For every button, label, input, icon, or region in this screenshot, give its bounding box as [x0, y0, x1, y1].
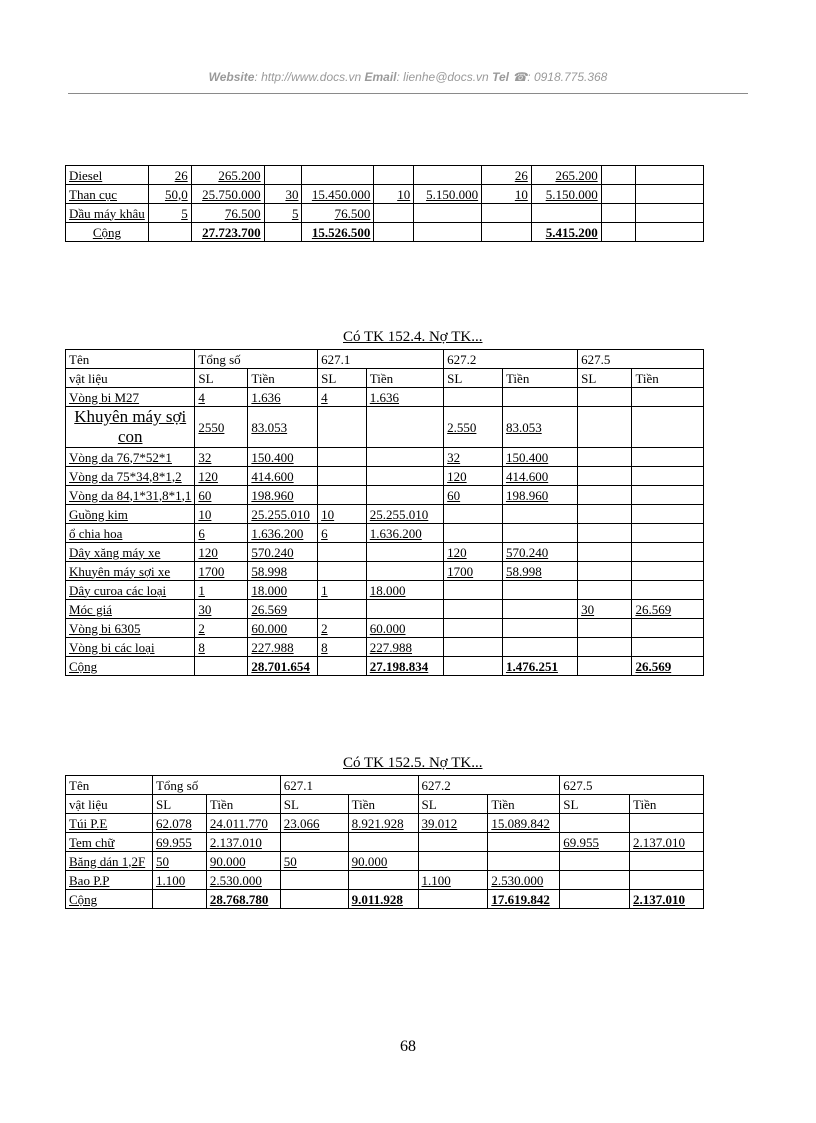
material-name-cell: Diesel — [66, 166, 149, 185]
value-cell: 1 — [318, 581, 367, 600]
value-cell: 23.066 — [280, 814, 348, 833]
material-name-cell: Tem chữ — [66, 833, 153, 852]
table3-subhead-cell: SL — [152, 795, 206, 814]
value-cell: 28.701.654 — [248, 657, 318, 676]
value-cell: 2550 — [195, 407, 248, 448]
value-cell: 15.526.500 — [302, 223, 374, 242]
value-cell: 18.000 — [366, 581, 443, 600]
value-cell: 69.955 — [560, 833, 630, 852]
value-cell — [632, 486, 704, 505]
material-name-cell: Vòng bi các loại — [66, 638, 195, 657]
value-cell: 50,0 — [148, 185, 191, 204]
material-name-cell: Vòng bi 6305 — [66, 619, 195, 638]
value-cell — [502, 524, 577, 543]
value-cell — [632, 388, 704, 407]
table-row — [66, 833, 704, 852]
value-cell: 25.750.000 — [191, 185, 264, 204]
value-cell — [418, 890, 488, 909]
value-cell — [578, 562, 632, 581]
value-cell: 2.530.000 — [206, 871, 280, 890]
value-cell — [502, 505, 577, 524]
value-cell — [366, 448, 443, 467]
value-cell: 414.600 — [502, 467, 577, 486]
value-cell — [444, 524, 503, 543]
fuel-table — [65, 165, 704, 242]
value-cell: 60 — [444, 486, 503, 505]
value-cell: 6 — [195, 524, 248, 543]
table2-subhead-cell: SL — [578, 369, 632, 388]
value-cell: 120 — [444, 543, 503, 562]
value-cell — [366, 562, 443, 581]
value-cell — [348, 871, 418, 890]
table-row — [66, 814, 704, 833]
material-name-cell: Băng dán 1,2F — [66, 852, 153, 871]
value-cell: 27.198.834 — [366, 657, 443, 676]
value-cell — [560, 852, 630, 871]
value-cell: 15.089.842 — [488, 814, 560, 833]
value-cell: 25.255.010 — [366, 505, 443, 524]
value-cell — [601, 166, 636, 185]
value-cell: 60.000 — [248, 619, 318, 638]
value-cell: 2.137.010 — [630, 890, 704, 909]
table2-caption: Có TK 152.4. Nợ TK... — [343, 329, 483, 345]
value-cell — [414, 166, 482, 185]
value-cell — [578, 619, 632, 638]
value-cell: 120 — [444, 467, 503, 486]
value-cell — [531, 204, 601, 223]
value-cell: 414.600 — [248, 467, 318, 486]
value-cell: 150.400 — [502, 448, 577, 467]
value-cell: 2 — [195, 619, 248, 638]
value-cell: 26.569 — [632, 657, 704, 676]
tel-value: : 0918.775.368 — [527, 70, 608, 84]
value-cell — [578, 524, 632, 543]
value-cell — [366, 543, 443, 562]
value-cell — [280, 871, 348, 890]
value-cell — [488, 852, 560, 871]
value-cell — [632, 562, 704, 581]
table3-subhead-cell: Tiền — [630, 795, 704, 814]
value-cell: 10 — [482, 185, 532, 204]
value-cell: 90.000 — [348, 852, 418, 871]
value-cell: 50 — [152, 852, 206, 871]
value-cell: 2.137.010 — [630, 833, 704, 852]
page-header — [0, 70, 816, 84]
table2-head-6275: 627.5 — [578, 350, 704, 369]
value-cell: 5.150.000 — [531, 185, 601, 204]
table-row — [66, 524, 704, 543]
table-row — [66, 388, 704, 407]
value-cell: 4 — [318, 388, 367, 407]
value-cell — [578, 657, 632, 676]
table3-subhead-cell: SL — [560, 795, 630, 814]
table2-subhead-cell: Tiền — [248, 369, 318, 388]
value-cell: 227.988 — [366, 638, 443, 657]
value-cell: 27.723.700 — [191, 223, 264, 242]
material-name-cell: Guồng kim — [66, 505, 195, 524]
table3-head-6272: 627.2 — [418, 776, 560, 795]
value-cell: 8 — [195, 638, 248, 657]
value-cell: 62.078 — [152, 814, 206, 833]
value-cell: 120 — [195, 543, 248, 562]
value-cell — [502, 388, 577, 407]
value-cell: 10 — [374, 185, 414, 204]
table2-subhead-cell: Tiền — [632, 369, 704, 388]
value-cell: 8.921.928 — [348, 814, 418, 833]
table-row — [66, 486, 704, 505]
value-cell: 2.137.010 — [206, 833, 280, 852]
value-cell — [560, 871, 630, 890]
table2-head-6272: 627.2 — [444, 350, 578, 369]
value-cell — [560, 890, 630, 909]
value-cell — [444, 619, 503, 638]
value-cell — [318, 467, 367, 486]
value-cell — [280, 890, 348, 909]
value-cell: 60.000 — [366, 619, 443, 638]
value-cell — [578, 388, 632, 407]
table-row — [66, 638, 704, 657]
value-cell — [578, 543, 632, 562]
value-cell: 32 — [195, 448, 248, 467]
table3-subhead-cell: SL — [280, 795, 348, 814]
table-row — [66, 407, 704, 448]
value-cell: 198.960 — [248, 486, 318, 505]
value-cell: 1.100 — [152, 871, 206, 890]
phone-icon: ☎ — [512, 70, 528, 84]
table-row — [66, 505, 704, 524]
material-name-cell: Cộng — [66, 657, 195, 676]
value-cell — [636, 204, 704, 223]
table2-subhead-cell: vật liệu — [66, 369, 195, 388]
value-cell: 26 — [482, 166, 532, 185]
value-cell — [318, 448, 367, 467]
value-cell — [418, 833, 488, 852]
value-cell — [148, 223, 191, 242]
table3-head-total: Tổng số — [152, 776, 280, 795]
value-cell — [601, 223, 636, 242]
value-cell: 265.200 — [531, 166, 601, 185]
value-cell: 26.569 — [248, 600, 318, 619]
value-cell — [578, 407, 632, 448]
table3-subhead-cell: Tiền — [488, 795, 560, 814]
value-cell — [502, 600, 577, 619]
table2-head-total: Tổng số — [195, 350, 318, 369]
website-value: : http://www.docs.vn — [254, 70, 362, 84]
table2-subhead-cell: SL — [195, 369, 248, 388]
value-cell: 4 — [195, 388, 248, 407]
value-cell: 2.530.000 — [488, 871, 560, 890]
table2-subhead-cell: SL — [318, 369, 367, 388]
value-cell: 120 — [195, 467, 248, 486]
header-rule — [68, 93, 748, 94]
value-cell: 1.476.251 — [502, 657, 577, 676]
table-row — [66, 890, 704, 909]
table-row — [66, 185, 704, 204]
value-cell: 1700 — [444, 562, 503, 581]
value-cell: 1.636 — [248, 388, 318, 407]
material-name-cell: Cộng — [66, 223, 149, 242]
value-cell: 1.636.200 — [248, 524, 318, 543]
value-cell — [318, 407, 367, 448]
value-cell — [318, 600, 367, 619]
tel-label: Tel — [492, 70, 509, 84]
table-row — [66, 467, 704, 486]
value-cell — [636, 223, 704, 242]
value-cell — [560, 814, 630, 833]
value-cell: 60 — [195, 486, 248, 505]
material-name-cell: Vòng da 76,7*52*1 — [66, 448, 195, 467]
value-cell — [302, 166, 374, 185]
email-label: Email — [364, 70, 397, 84]
value-cell — [601, 204, 636, 223]
value-cell — [632, 581, 704, 600]
value-cell: 18.000 — [248, 581, 318, 600]
value-cell: 1.636.200 — [366, 524, 443, 543]
table-row — [66, 581, 704, 600]
value-cell: 10 — [318, 505, 367, 524]
value-cell — [444, 600, 503, 619]
table3-head-6271: 627.1 — [280, 776, 418, 795]
value-cell: 5.150.000 — [414, 185, 482, 204]
value-cell — [374, 204, 414, 223]
value-cell — [578, 448, 632, 467]
value-cell: 1.636 — [366, 388, 443, 407]
value-cell — [632, 467, 704, 486]
value-cell: 265.200 — [191, 166, 264, 185]
value-cell: 198.960 — [502, 486, 577, 505]
value-cell: 570.240 — [502, 543, 577, 562]
table-row — [66, 562, 704, 581]
value-cell — [632, 543, 704, 562]
value-cell: 76.500 — [302, 204, 374, 223]
value-cell: 25.255.010 — [248, 505, 318, 524]
value-cell — [414, 223, 482, 242]
value-cell: 69.955 — [152, 833, 206, 852]
value-cell: 8 — [318, 638, 367, 657]
value-cell — [414, 204, 482, 223]
value-cell: 32 — [444, 448, 503, 467]
table-row — [66, 543, 704, 562]
value-cell — [264, 223, 302, 242]
value-cell — [632, 619, 704, 638]
value-cell: 76.500 — [191, 204, 264, 223]
material-name-cell: Móc giá — [66, 600, 195, 619]
material-name-cell: Túi P.E — [66, 814, 153, 833]
value-cell — [578, 638, 632, 657]
value-cell — [374, 166, 414, 185]
value-cell: 5 — [264, 204, 302, 223]
value-cell — [374, 223, 414, 242]
value-cell — [444, 638, 503, 657]
table3-caption: Có TK 152.5. Nợ TK... — [343, 755, 483, 771]
value-cell: 24.011.770 — [206, 814, 280, 833]
table3-subhead-cell: vật liệu — [66, 795, 153, 814]
value-cell: 30 — [195, 600, 248, 619]
value-cell: 26.569 — [632, 600, 704, 619]
value-cell: 83.053 — [502, 407, 577, 448]
value-cell — [502, 638, 577, 657]
value-cell — [348, 833, 418, 852]
material-name-cell: Vòng da 75*34,8*1,2 — [66, 467, 195, 486]
value-cell — [632, 448, 704, 467]
email-value: : lienhe@docs.vn — [396, 70, 489, 84]
value-cell: 5.415.200 — [531, 223, 601, 242]
material-name-cell: ổ chia hoa — [66, 524, 195, 543]
value-cell: 1 — [195, 581, 248, 600]
value-cell — [444, 388, 503, 407]
page-number: 68 — [400, 1038, 416, 1055]
value-cell: 5 — [148, 204, 191, 223]
value-cell — [630, 871, 704, 890]
value-cell — [444, 657, 503, 676]
value-cell — [195, 657, 248, 676]
value-cell: 9.011.928 — [348, 890, 418, 909]
value-cell: 1.100 — [418, 871, 488, 890]
website-label: Website — [208, 70, 255, 84]
table3-subhead-cell: SL — [418, 795, 488, 814]
value-cell — [366, 600, 443, 619]
value-cell — [318, 657, 367, 676]
value-cell — [632, 524, 704, 543]
table-row — [66, 852, 704, 871]
table-row — [66, 657, 704, 676]
value-cell — [366, 407, 443, 448]
value-cell: 26 — [148, 166, 191, 185]
table-row — [66, 871, 704, 890]
value-cell — [366, 467, 443, 486]
material-name-cell: Khuyên máy sợi con — [66, 407, 195, 448]
table-row — [66, 204, 704, 223]
table3-head-6275: 627.5 — [560, 776, 704, 795]
value-cell: 227.988 — [248, 638, 318, 657]
value-cell — [632, 505, 704, 524]
value-cell — [482, 204, 532, 223]
value-cell — [636, 166, 704, 185]
value-cell: 39.012 — [418, 814, 488, 833]
table2-head-6271: 627.1 — [318, 350, 444, 369]
table3-subhead-cell: Tiền — [348, 795, 418, 814]
value-cell: 28.768.780 — [206, 890, 280, 909]
table3-subhead-cell: Tiền — [206, 795, 280, 814]
value-cell — [502, 581, 577, 600]
value-cell — [152, 890, 206, 909]
value-cell — [318, 543, 367, 562]
materials-table-152-4 — [65, 349, 704, 676]
value-cell — [630, 852, 704, 871]
value-cell: 58.998 — [502, 562, 577, 581]
value-cell — [632, 407, 704, 448]
material-name-cell: Dây curoa các loại — [66, 581, 195, 600]
material-name-cell: Dầu máy khâu — [66, 204, 149, 223]
value-cell: 2.550 — [444, 407, 503, 448]
table-row — [66, 448, 704, 467]
table2-head-name: Tên — [66, 350, 195, 369]
table-row — [66, 223, 704, 242]
table-row — [66, 600, 704, 619]
value-cell — [578, 467, 632, 486]
value-cell: 30 — [578, 600, 632, 619]
value-cell — [444, 581, 503, 600]
value-cell: 90.000 — [206, 852, 280, 871]
value-cell: 6 — [318, 524, 367, 543]
value-cell — [418, 852, 488, 871]
value-cell — [578, 581, 632, 600]
material-name-cell: Khuyên máy sợi xe — [66, 562, 195, 581]
material-name-cell: Cộng — [66, 890, 153, 909]
value-cell — [636, 185, 704, 204]
material-name-cell: Dây xăng máy xe — [66, 543, 195, 562]
table-row — [66, 619, 704, 638]
table3-head-name: Tên — [66, 776, 153, 795]
value-cell — [318, 486, 367, 505]
material-name-cell: Bao P.P — [66, 871, 153, 890]
value-cell: 17.619.842 — [488, 890, 560, 909]
table2-subhead-cell: Tiền — [502, 369, 577, 388]
value-cell: 2 — [318, 619, 367, 638]
value-cell — [502, 619, 577, 638]
value-cell — [601, 185, 636, 204]
table-row — [66, 166, 704, 185]
value-cell — [578, 505, 632, 524]
value-cell — [578, 486, 632, 505]
value-cell: 1700 — [195, 562, 248, 581]
value-cell: 570.240 — [248, 543, 318, 562]
materials-table-152-5 — [65, 775, 704, 909]
value-cell: 50 — [280, 852, 348, 871]
value-cell — [444, 505, 503, 524]
value-cell — [488, 833, 560, 852]
value-cell: 58.998 — [248, 562, 318, 581]
value-cell — [264, 166, 302, 185]
value-cell — [366, 486, 443, 505]
value-cell — [632, 638, 704, 657]
material-name-cell: Vòng bi M27 — [66, 388, 195, 407]
value-cell: 83.053 — [248, 407, 318, 448]
value-cell: 30 — [264, 185, 302, 204]
material-name-cell: Than cục — [66, 185, 149, 204]
material-name-cell: Vòng da 84,1*31,8*1,1 — [66, 486, 195, 505]
value-cell: 150.400 — [248, 448, 318, 467]
value-cell — [318, 562, 367, 581]
value-cell — [482, 223, 532, 242]
table2-subhead-cell: Tiền — [366, 369, 443, 388]
value-cell — [630, 814, 704, 833]
value-cell — [280, 833, 348, 852]
value-cell: 10 — [195, 505, 248, 524]
value-cell: 15.450.000 — [302, 185, 374, 204]
table2-subhead-cell: SL — [444, 369, 503, 388]
